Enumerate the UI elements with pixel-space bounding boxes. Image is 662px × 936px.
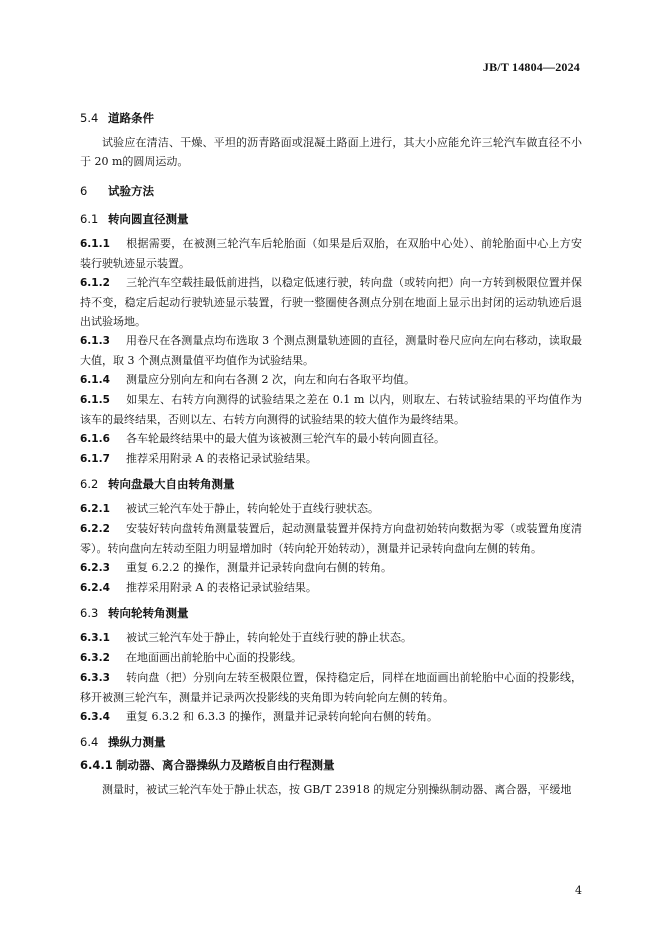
section-number: 6.2 [80, 477, 99, 491]
section-number: 6.3 [80, 606, 99, 620]
clause-number: 6.3.3 [80, 672, 110, 684]
section-title: 转向圆直径测量 [108, 212, 189, 226]
section-heading-6-2 [80, 476, 582, 492]
clause-text: 根据需要，在被测三轮汽车后轮胎面（如果是后双胎，在双胎中心处）、前轮胎面中心上方安装行驶轨迹显示装置。 [80, 237, 582, 270]
section-title: 转向盘最大自由转角测量 [108, 477, 235, 491]
clause-number: 6.2.2 [80, 523, 110, 535]
clause-6-1-6 [80, 429, 582, 449]
clause-6-2-3 [80, 558, 582, 578]
clause-text: 被试三轮汽车处于静止，转向轮处于直线行驶状态。 [126, 502, 379, 515]
clause-text: 重复 6.2.2 的操作，测量并记录转向盘向右侧的转角。 [126, 561, 392, 574]
clause-text: 用卷尺在各测量点均布选取 3 个测点测量轨迹圆的直径，测量时卷尺应向左向右移动，读取最大值，取 3 个测点测量值平均值作为试验结果。 [80, 334, 582, 367]
clause-number: 6.1.6 [80, 433, 110, 445]
clause-6-1-4 [80, 370, 582, 390]
section-heading-6-4 [80, 734, 582, 750]
clause-text: 安装好转向盘转角测量装置后，起动测量装置并保持方向盘初始转向数据为零（或装置角度清零）。转向盘向左转动至阻力明显增加时（转向轮开始转动），测量并记录转向盘向左侧的转角。 [80, 522, 582, 555]
section-heading-6-4-1 [80, 757, 582, 773]
clause-6-3-3 [80, 668, 582, 707]
paragraph: 试验应在清洁、干燥、平坦的沥青路面或混凝土路面上进行，其大小应能允许三轮汽车做直径不小于 20 m的圆周运动。 [80, 136, 582, 168]
clause-number: 6.1.3 [80, 335, 110, 347]
clause-text: 推荐采用附录 A 的表格记录试验结果。 [126, 581, 317, 594]
clause-6-2-4 [80, 578, 582, 598]
section-title: 试验方法 [108, 184, 154, 198]
clause-text: 转向盘（把）分别向左转至极限位置，保持稳定后，同样在地面画出前轮胎中心面的投影线，移开被测三轮汽车，测量并记录两次投影线的夹角即为转向轮向左侧的转角。 [80, 671, 582, 704]
clause-number: 6.3.1 [80, 632, 110, 644]
page-number: 4 [575, 884, 582, 897]
section-title: 操纵力测量 [108, 735, 166, 749]
clause-number: 6.1.2 [80, 277, 110, 289]
clause-text: 各车轮最终结果中的最大值为该被测三轮汽车的最小转向圆直径。 [126, 432, 445, 445]
clause-number: 6.1.7 [80, 453, 110, 465]
clause-number: 6.1.4 [80, 374, 110, 386]
clause-text: 重复 6.3.2 和 6.3.3 的操作，测量并记录转向轮向右侧的转角。 [126, 710, 438, 723]
clause-number: 6.2.1 [80, 503, 110, 515]
clause-number: 6.2.4 [80, 582, 110, 594]
section-title: 道路条件 [108, 111, 154, 125]
section-number: 6.4 [80, 735, 99, 749]
clause-6-3-1 [80, 628, 582, 648]
clause-text: 在地面画出前轮胎中心面的投影线。 [126, 651, 302, 664]
clause-text: 推荐采用附录 A 的表格记录试验结果。 [126, 452, 317, 465]
section-heading-6-1 [80, 211, 582, 227]
clause-number: 6.3.4 [80, 711, 110, 723]
clause-number: 6.1.5 [80, 394, 110, 406]
clause-text: 被试三轮汽车处于静止，转向轮处于直线行驶的静止状态。 [126, 631, 412, 644]
section-number: 6.4.1 [80, 758, 113, 772]
section-heading-6 [80, 183, 582, 199]
clause-6-3-4 [80, 707, 582, 727]
section-number: 6 [80, 184, 88, 198]
clause-6-2-2 [80, 519, 582, 558]
clause-6-1-5 [80, 390, 582, 429]
clause-text: 三轮汽车空载挂最低前进挡，以稳定低速行驶，转向盘（或转向把）向一方转到极限位置并保持不变，稳定后起动行驶轨迹显示装置，行驶一整圈使各测点分别在地面上显示出封闭的运动轨迹后退出试验场地。 [80, 276, 582, 328]
document-code: JB/T 14804—2024 [482, 60, 580, 74]
clause-6-1-2 [80, 273, 582, 331]
section-heading-5-4 [80, 110, 582, 126]
section-number: 5.4 [80, 111, 99, 125]
section-title: 转向轮转角测量 [108, 606, 189, 620]
section-title: 制动器、离合器操纵力及踏板自由行程测量 [116, 758, 335, 772]
section-number: 6.1 [80, 212, 99, 226]
clause-number: 6.3.2 [80, 652, 110, 664]
clause-6-1-1 [80, 234, 582, 273]
clause-6-3-2 [80, 648, 582, 668]
clause-6-1-3 [80, 331, 582, 370]
clause-text: 如果左、右转方向测得的试验结果之差在 0.1 m 以内，则取左、右转试验结果的平均值作为该车的最终结果，否则以左、右转方向测得的试验结果的较大值作为最终结果。 [80, 393, 582, 426]
clause-6-2-1 [80, 499, 582, 519]
clause-number: 6.1.1 [80, 238, 110, 250]
clause-text: 测量应分别向左和向右各测 2 次，向左和向右各取平均值。 [126, 373, 415, 386]
clause-6-1-7 [80, 449, 582, 469]
document-body [80, 110, 582, 799]
section-heading-6-3 [80, 605, 582, 621]
clause-number: 6.2.3 [80, 562, 110, 574]
paragraph: 测量时，被试三轮汽车处于静止状态，按 GB/T 23918 的规定分别操纵制动器、离合器，平缓地 [102, 783, 572, 796]
